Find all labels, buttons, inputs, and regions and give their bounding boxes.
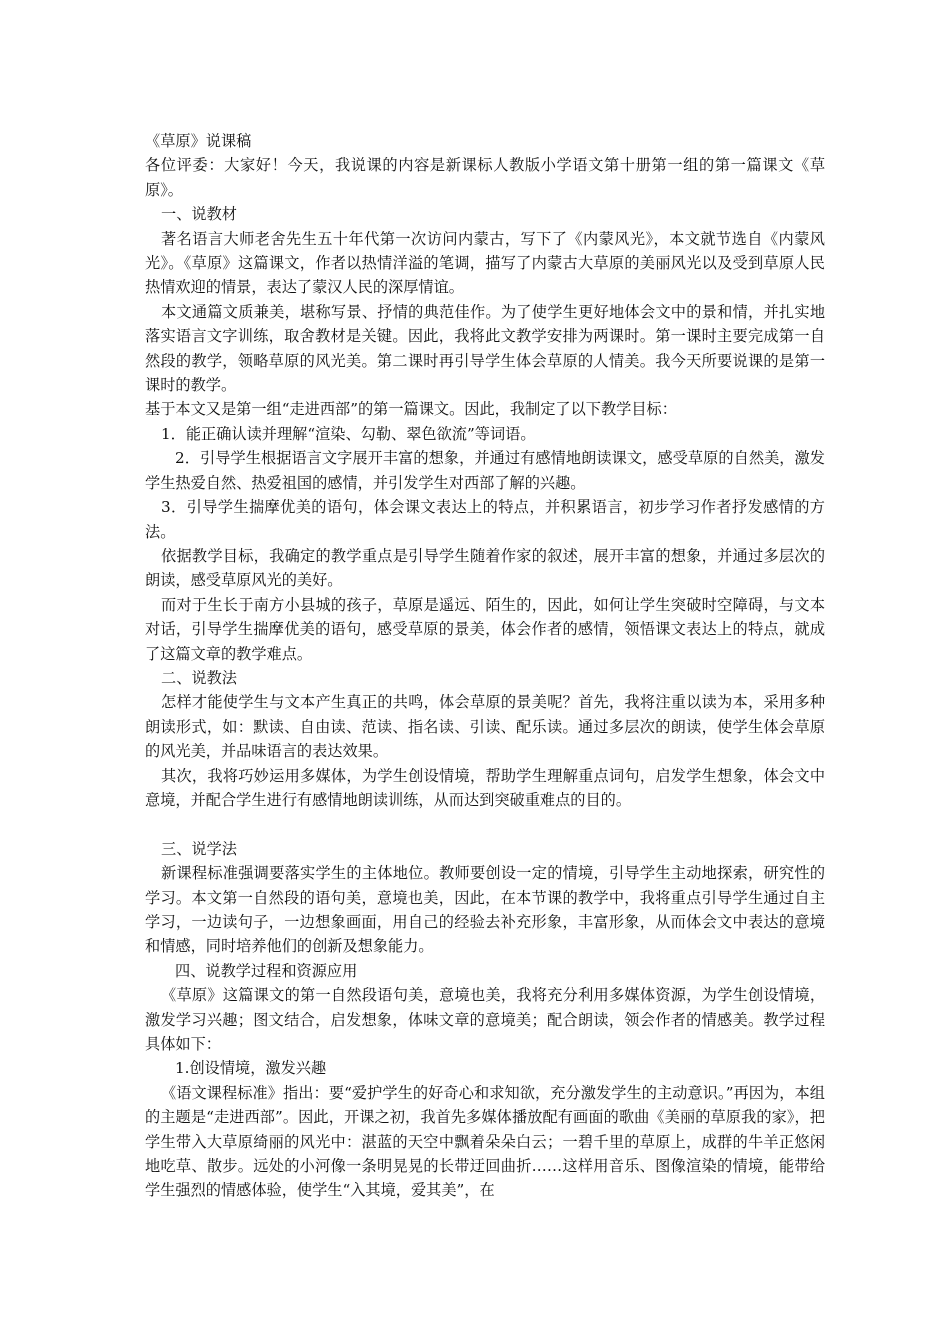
paragraph-goals-intro: 基于本文又是第一组“走进西部”的第一篇课文。因此，我制定了以下教学目标： bbox=[145, 400, 677, 419]
document-page bbox=[145, 129, 825, 1203]
paragraph-difficulties: 而对于生长于南方小县城的孩子，草原是遥远、陌生的，因此，如何让学生突破时空障碍，与文本对话，引导学生揣摩优美的语句，感受草原的景美，体会作者的感情，领悟课文表达上的特点，就成了这篇文章的教学难点。 bbox=[145, 595, 825, 663]
paragraph-greeting: 各位评委：大家好！今天，我说课的内容是新课标人教版小学语文第十册第一组的第一篇课文《草原》。 bbox=[145, 156, 825, 199]
section-heading-learning: 三、说学法 bbox=[161, 839, 237, 858]
subheading-step-1: 1.创设情境，激发兴趣 bbox=[175, 1059, 327, 1078]
goal-item-2: 2．引导学生根据语言文字展开丰富的想象，并通过有感情地朗读课文，感受草原的自然美，激发学生热爱自然、热爱祖国的感情，并引发学生对西部了解的兴趣。 bbox=[145, 449, 825, 492]
document-title: 《草原》说课稿 bbox=[145, 132, 252, 150]
paragraph-author-background: 著名语言大师老舍先生五十年代第一次访问内蒙古，写下了《内蒙风光》，本文就节选自《内蒙风光》。《草原》这篇课文，作者以热情洋溢的笔调，描写了内蒙古大草原的美丽风光以及受到草原人民热情欢迎的情景，表达了蒙汉人民的深厚情谊。 bbox=[145, 229, 825, 297]
section-heading-methods: 二、说教法 bbox=[161, 668, 237, 687]
paragraph-key-points: 依据教学目标，我确定的教学重点是引导学生随着作家的叙述，展开丰富的想象，并通过多层次的朗读，感受草原风光的美好。 bbox=[145, 546, 825, 590]
section-heading-materials: 一、说教材 bbox=[161, 205, 237, 224]
goal-item-1: 1．能正确认读并理解“渲染、勾勒、翠色欲流”等词语。 bbox=[161, 424, 536, 443]
paragraph-text-analysis: 本文通篇文质兼美，堪称写景、抒情的典范佳作。为了使学生更好地体会文中的景和情，并扎实地落实语言文字训练，取舍教材是关键。因此，我将此文教学安排为两课时。第一课时主要完成第一自然段的教学，领略草原的风光美。第二课时再引导学生体会草原的人情美。我今天所要说课的是第一课时的教学。 bbox=[145, 302, 825, 395]
paragraph-multimedia: 其次，我将巧妙运用多媒体，为学生创设情境，帮助学生理解重点词句，启发学生想象，体会文中意境，并配合学生进行有感情地朗读训练，从而达到突破重难点的目的。 bbox=[145, 766, 825, 809]
goal-item-3: 3．引导学生揣摩优美的语句，体会课文表达上的特点，并积累语言，初步学习作者抒发感情的方法。 bbox=[145, 498, 825, 541]
blank-line bbox=[145, 812, 825, 836]
paragraph-process-intro: 《草原》这篇课文的第一自然段语句美，意境也美，我将充分利用多媒体资源，为学生创设情境，激发学习兴趣；图文结合，启发想象，体味文章的意境美；配合朗读，领会作者的情感美。教学过程具体如下： bbox=[145, 986, 825, 1054]
paragraph-learning-methods: 新课程标准强调要落实学生的主体地位。教师要创设一定的情境，引导学生主动地探索，研究性的学习。本文第一自然段的语句美，意境也美，因此，在本节课的教学中，我将重点引导学生通过自主学习，一边读句子，一边想象画面，用自己的经验去补充形象，丰富形象，从而体会文中表达的意境和情感，同时培养他们的创新及想象能力。 bbox=[145, 864, 825, 956]
paragraph-reading-methods: 怎样才能使学生与文本产生真正的共鸣，体会草原的景美呢？首先，我将注重以读为本，采用多种朗读形式，如：默读、自由读、范读、指名读、引读、配乐读。通过多层次的朗读，使学生体会草原的风光美，并品味语言的表达效果。 bbox=[145, 693, 825, 761]
section-heading-process: 四、说教学过程和资源应用 bbox=[175, 961, 358, 980]
paragraph-step-1: 《语文课程标准》指出：要“爱护学生的好奇心和求知欲，充分激发学生的主动意识。”再因为，本组的主题是“走进西部”。因此，开课之初，我首先多媒体播放配有画面的歌曲《美丽的草原我的家》，把学生带入大草原绮丽的风光中：湛蓝的天空中飘着朵朵白云；一碧千里的草原上，成群的牛羊正悠闲地吃草、散步。远处的小河像一条明晃晃的长带迂回曲折……这样用音乐、图像渲染的情境，能带给学生强烈的情感体验，使学生“入其境，爱其美”，在 bbox=[145, 1083, 825, 1200]
